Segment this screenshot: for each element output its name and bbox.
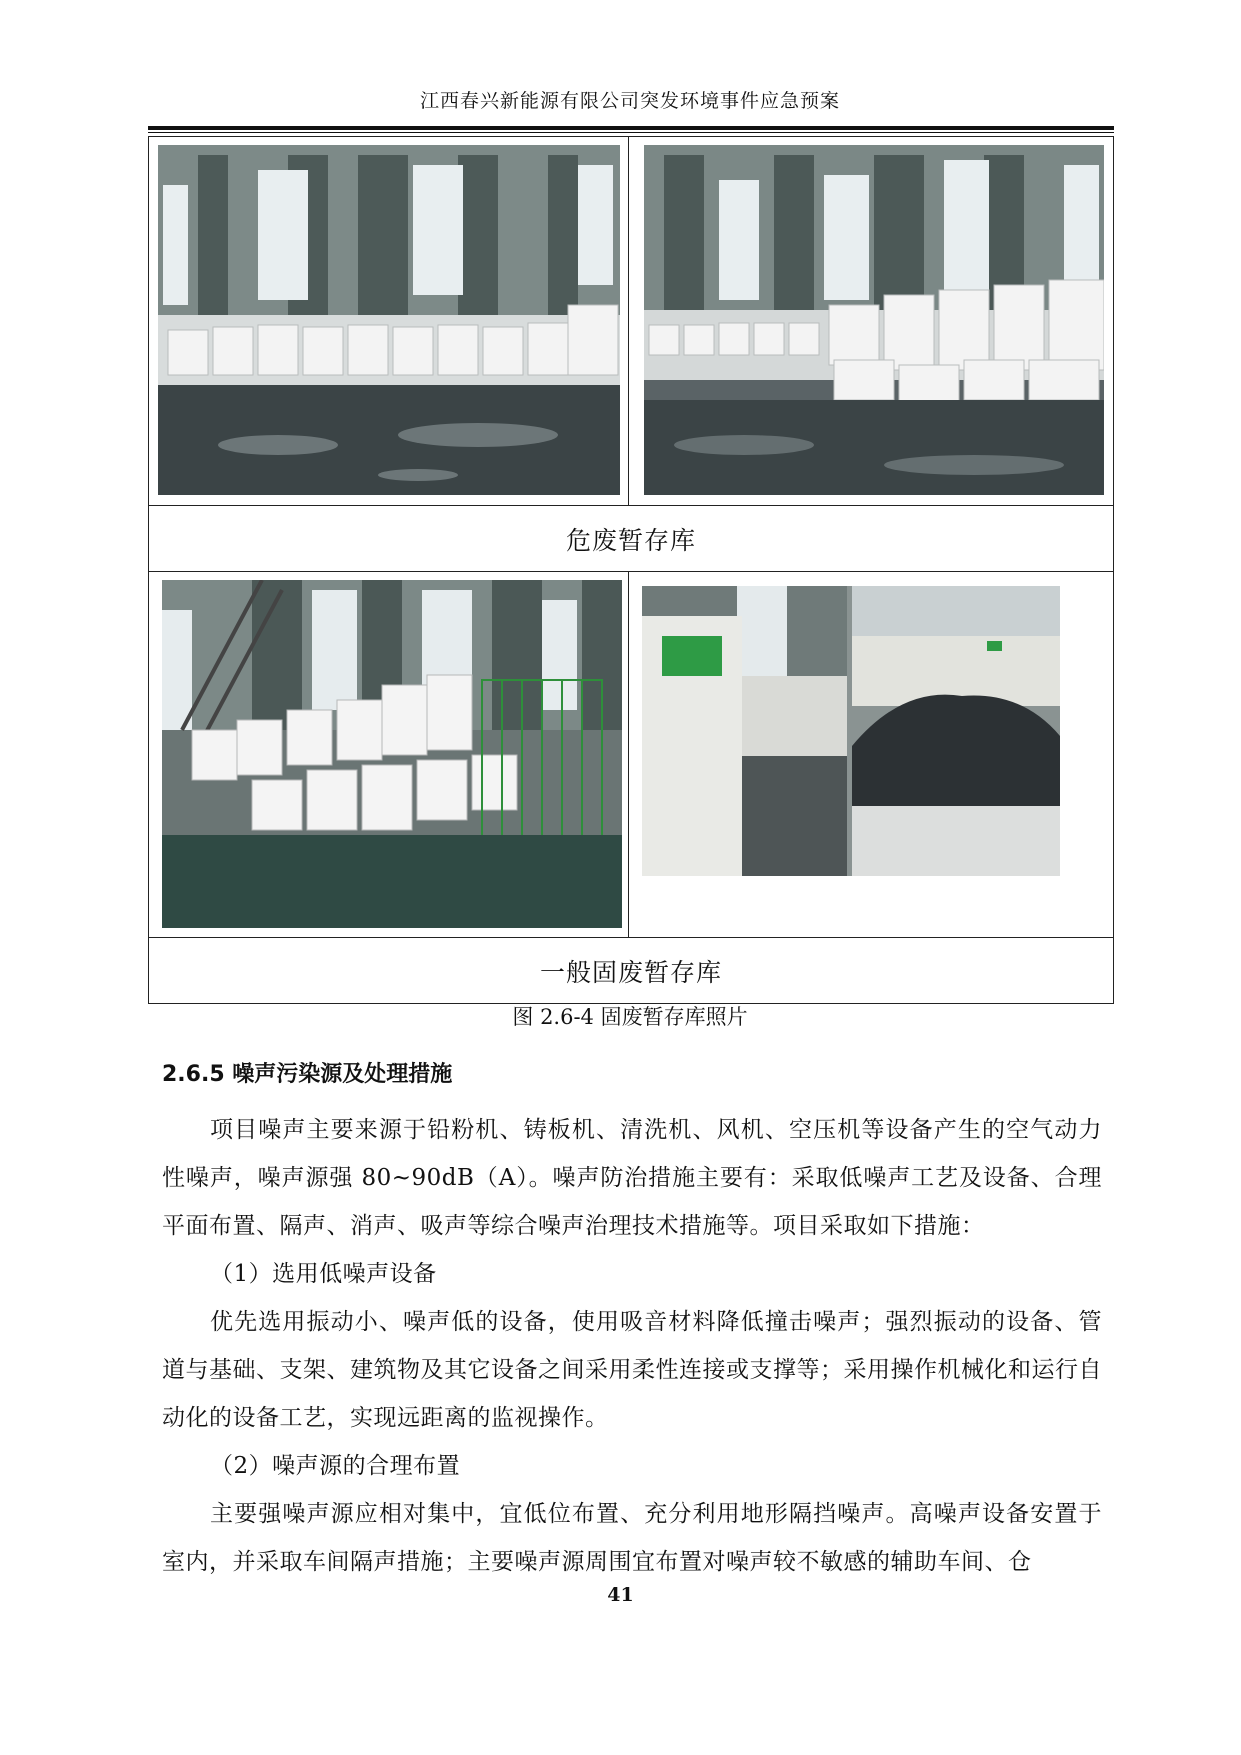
section-body	[162, 1106, 1102, 1586]
section-title: 2.6.5 噪声污染源及处理措施	[162, 1062, 453, 1087]
paragraph: 项目噪声主要来源于铅粉机、铸板机、清洗机、风机、空压机等设备产生的空气动力性噪声，噪声源强 80~90dB（A）。噪声防治措施主要有：采取低噪声工艺及设备、合理平面布置、隔声、消声、吸声等综合噪声治理技术措施等。项目采取如下措施：	[162, 1117, 1102, 1239]
figure-caption: 图 2.6-4 固废暂存库照片	[512, 1005, 748, 1029]
photo-cell-general-left	[149, 572, 629, 938]
caption-general-storage: 一般固废暂存库	[149, 938, 1114, 1004]
photo-general-storage-2	[642, 586, 1060, 876]
photo-cell-hazwaste-right	[628, 137, 1114, 506]
photo-hazwaste-storage-1	[158, 145, 620, 495]
subheading-low-noise-equipment: （1）选用低噪声设备	[210, 1261, 437, 1287]
header-rule-thin	[148, 132, 1114, 133]
photo-general-storage-1	[162, 580, 622, 928]
paragraph: 优先选用振动小、噪声低的设备，使用吸音材料降低撞击噪声；强烈振动的设备、管道与基础、支架、建筑物及其它设备之间采用柔性连接或支撑等；采用操作机械化和运行自动化的设备工艺，实现远距离的监视操作。	[162, 1309, 1102, 1431]
photo-cell-hazwaste-left	[149, 137, 629, 506]
subheading-noise-layout: （2）噪声源的合理布置	[210, 1453, 461, 1479]
photo-figure-table	[148, 136, 1114, 1004]
paragraph: 主要强噪声源应相对集中，宜低位布置、充分利用地形隔挡噪声。高噪声设备安置于室内，并采取车间隔声措施；主要噪声源周围宜布置对噪声较不敏感的辅助车间、仓	[162, 1501, 1102, 1575]
photo-cell-general-right	[628, 572, 1114, 938]
caption-hazwaste-storage: 危废暂存库	[149, 506, 1114, 572]
safety-sign-green	[662, 636, 722, 676]
page-header: 江西春兴新能源有限公司突发环境事件应急预案	[419, 90, 840, 112]
page-number: 41	[607, 1584, 634, 1606]
header-rule-thick	[148, 126, 1114, 130]
photo-hazwaste-storage-2	[644, 145, 1104, 495]
